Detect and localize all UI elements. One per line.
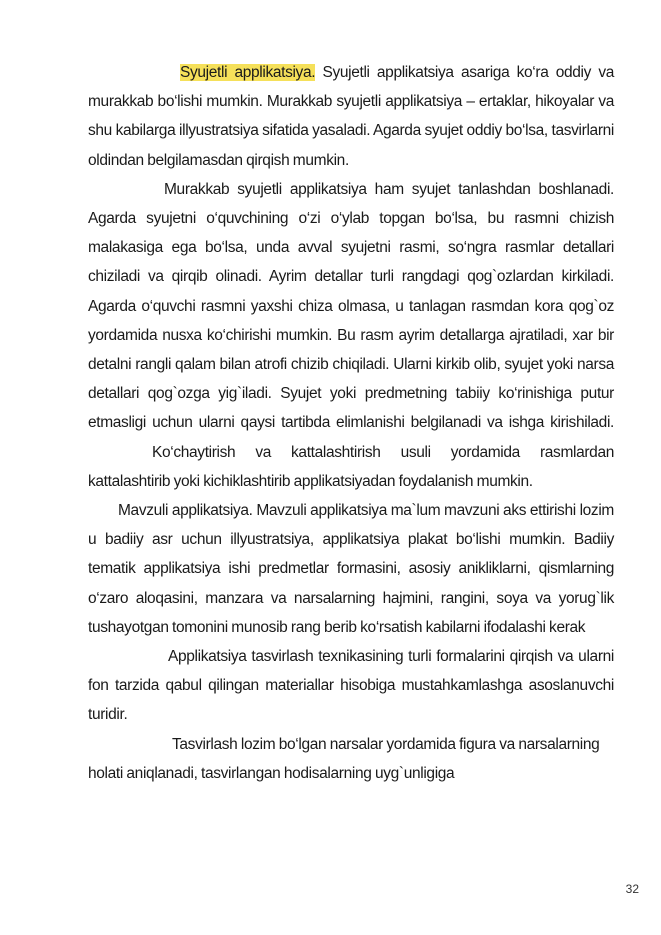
paragraph-text: Applikatsiya tasvirlash texnikasining turli formalarini qirqish va ularni fon tarzida qabul qilingan materiallar hisobiga mustahkamlashga asoslanuvchi turidir.	[88, 648, 614, 724]
paragraph-text: Syujetli applikatsiya asariga ko‘ra oddiy va murakkab bo‘lishi mumkin. Murakkab syujetli applikatsiya – ertaklar, hikoyalar va shu kabilarga illyustratsiya sifatida yasaladi. Agarda syujet oddiy bo‘lsa, tasvirlarni oldindan belgilamasdan qirqish mumkin.	[88, 64, 614, 169]
paragraph-text: Mavzuli applikatsiya ma`lum mavzuni aks ettirishi lozim u badiiy asr uchun illyustratsiya, applikatsiya plakat bo‘lishi mumkin. Badiiy tematik applikatsiya ishi predmetlar formasini, asosiy anikliklarni, qismlarning o‘zaro aloqasini, manzara va narsalarning hajmini, rangini, soya va yorug`lik tushayotgan tomonini munosib rang berib ko‘rsatish kabilarni ifodalashi kerak	[88, 502, 614, 636]
paragraph-mavzuli	[88, 496, 614, 642]
paragraph-murakkab	[88, 175, 614, 496]
page-number: 32	[625, 882, 639, 896]
heading-syujetli: Syujetli applikatsiya.	[180, 64, 316, 81]
paragraph-text: Murakkab syujetli applikatsiya ham syujet tanlashdan boshlanadi. Agarda syujetni o‘quvchining o‘zi o‘ylab topgan bo‘lsa, bu rasmni chizish malakasiga ega bo‘lsa, unda avval syujetni rasmi, so‘ngra rasmlar detallari chiziladi va qirqib olinadi. Ayrim detallar turli rangdagi qog`ozlardan kirkiladi. Agarda o‘quvchi rasmni yaxshi chiza olmasa, u tanlagan rasmdan kora qog`oz yordamida nusxa ko‘chirishi mumkin. Bu rasm ayrim detallarga ajratiladi, xar bir detalni rangli qalam bilan atrofi chizib chiqiladi. Ularni kirkib olib, syujet yoki narsa detallari qog`ozga yig`iladi. Syujet yoki predmetning tabiiy ko‘rinishiga putur etmasligi uchun ularni qaysi tartibda elimlanishi belgilanadi va ishga kirishiladi.	[88, 180, 614, 432]
paragraph-text: Tasvirlash lozim bo‘lgan narsalar yordamida figura va narsalarning holati aniqlanadi, tasvirlangan hodisalarning uyg`unligiga	[88, 735, 600, 782]
heading-mavzuli: Mavzuli applikatsiya.	[118, 502, 253, 520]
paragraph-applikatsiya-definition	[88, 642, 614, 730]
paragraph-tasvirlash	[88, 730, 614, 788]
paragraph-syujetli	[88, 58, 614, 175]
body-text	[88, 58, 614, 788]
paragraph-text: Ko‘chaytirish va kattalashtirish usuli yordamida rasmlardan kattalashtirib yoki kichiklashtirib applikatsiyadan foydalanish mumkin.	[88, 443, 614, 490]
